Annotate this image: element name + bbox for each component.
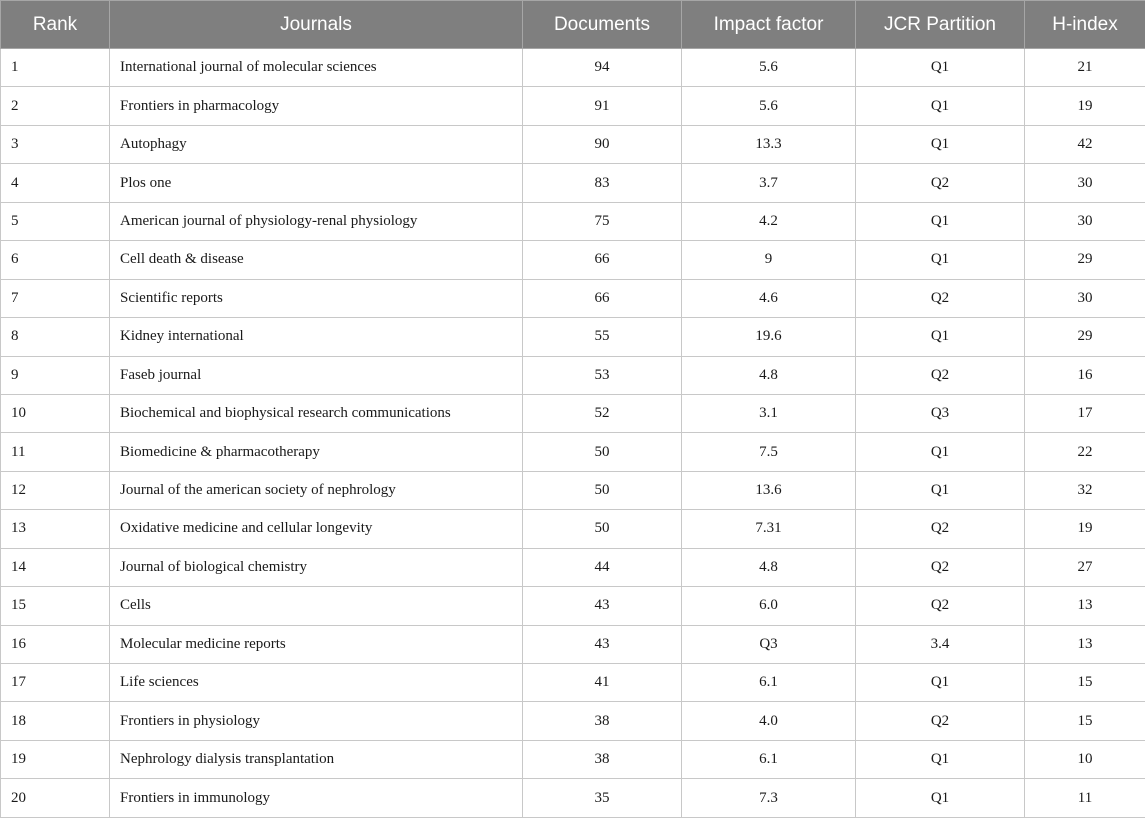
header-journals: Journals (110, 1, 523, 49)
table-row (1, 394, 1145, 432)
journal-cell: Cell death & disease (110, 241, 523, 279)
h-index-cell: 22 (1025, 433, 1145, 471)
journal-cell: Biomedicine & pharmacotherapy (110, 433, 523, 471)
h-index-cell: 29 (1025, 241, 1145, 279)
journal-cell: Cells (110, 587, 523, 625)
documents-cell: 38 (523, 740, 682, 778)
table-row (1, 318, 1145, 356)
table-row (1, 87, 1145, 125)
jcr-partition-cell: Q1 (856, 664, 1025, 702)
documents-cell: 75 (523, 202, 682, 240)
journal-cell: American journal of physiology-renal physiology (110, 202, 523, 240)
journal-cell: Frontiers in pharmacology (110, 87, 523, 125)
jcr-partition-cell: Q2 (856, 356, 1025, 394)
table-row (1, 702, 1145, 740)
impact-factor-cell: Q3 (682, 625, 856, 663)
impact-factor-cell: 3.1 (682, 394, 856, 432)
documents-cell: 52 (523, 394, 682, 432)
h-index-cell: 19 (1025, 87, 1145, 125)
jcr-partition-cell: Q2 (856, 279, 1025, 317)
rank-cell: 1 (1, 49, 110, 87)
documents-cell: 94 (523, 49, 682, 87)
jcr-partition-cell: Q1 (856, 740, 1025, 778)
impact-factor-cell: 4.8 (682, 356, 856, 394)
rank-cell: 4 (1, 164, 110, 202)
journal-cell: International journal of molecular sciences (110, 49, 523, 87)
documents-cell: 44 (523, 548, 682, 586)
documents-cell: 43 (523, 587, 682, 625)
jcr-partition-cell: 3.4 (856, 625, 1025, 663)
impact-factor-cell: 5.6 (682, 87, 856, 125)
h-index-cell: 30 (1025, 202, 1145, 240)
rank-cell: 12 (1, 471, 110, 509)
table-row (1, 125, 1145, 163)
table-header (1, 1, 1145, 49)
table-row (1, 510, 1145, 548)
h-index-cell: 30 (1025, 279, 1145, 317)
h-index-cell: 13 (1025, 625, 1145, 663)
header-documents: Documents (523, 1, 682, 49)
journal-cell: Scientific reports (110, 279, 523, 317)
jcr-partition-cell: Q2 (856, 548, 1025, 586)
h-index-cell: 11 (1025, 779, 1145, 817)
impact-factor-cell: 6.0 (682, 587, 856, 625)
jcr-partition-cell: Q1 (856, 241, 1025, 279)
table-row (1, 279, 1145, 317)
journal-cell: Frontiers in immunology (110, 779, 523, 817)
rank-cell: 19 (1, 740, 110, 778)
h-index-cell: 27 (1025, 548, 1145, 586)
rank-cell: 11 (1, 433, 110, 471)
jcr-partition-cell: Q2 (856, 164, 1025, 202)
impact-factor-cell: 4.8 (682, 548, 856, 586)
jcr-partition-cell: Q1 (856, 318, 1025, 356)
documents-cell: 35 (523, 779, 682, 817)
rank-cell: 7 (1, 279, 110, 317)
rank-cell: 15 (1, 587, 110, 625)
table-row (1, 625, 1145, 663)
h-index-cell: 15 (1025, 702, 1145, 740)
jcr-partition-cell: Q1 (856, 471, 1025, 509)
table-row (1, 433, 1145, 471)
impact-factor-cell: 4.2 (682, 202, 856, 240)
documents-cell: 50 (523, 471, 682, 509)
journal-cell: Molecular medicine reports (110, 625, 523, 663)
journal-cell: Biochemical and biophysical research communications (110, 394, 523, 432)
impact-factor-cell: 3.7 (682, 164, 856, 202)
table-row (1, 164, 1145, 202)
documents-cell: 38 (523, 702, 682, 740)
documents-cell: 91 (523, 87, 682, 125)
h-index-cell: 19 (1025, 510, 1145, 548)
rank-cell: 8 (1, 318, 110, 356)
journal-cell: Oxidative medicine and cellular longevity (110, 510, 523, 548)
table-row (1, 241, 1145, 279)
documents-cell: 66 (523, 279, 682, 317)
journal-cell: Faseb journal (110, 356, 523, 394)
impact-factor-cell: 13.3 (682, 125, 856, 163)
rank-cell: 13 (1, 510, 110, 548)
header-jcr-partition: JCR Partition (856, 1, 1025, 49)
documents-cell: 43 (523, 625, 682, 663)
h-index-cell: 42 (1025, 125, 1145, 163)
documents-cell: 50 (523, 433, 682, 471)
rank-cell: 9 (1, 356, 110, 394)
h-index-cell: 16 (1025, 356, 1145, 394)
jcr-partition-cell: Q1 (856, 49, 1025, 87)
impact-factor-cell: 4.0 (682, 702, 856, 740)
impact-factor-cell: 5.6 (682, 49, 856, 87)
journal-cell: Frontiers in physiology (110, 702, 523, 740)
rank-cell: 20 (1, 779, 110, 817)
journal-cell: Journal of biological chemistry (110, 548, 523, 586)
table-row (1, 471, 1145, 509)
jcr-partition-cell: Q3 (856, 394, 1025, 432)
jcr-partition-cell: Q1 (856, 779, 1025, 817)
documents-cell: 41 (523, 664, 682, 702)
documents-cell: 50 (523, 510, 682, 548)
rank-cell: 3 (1, 125, 110, 163)
h-index-cell: 10 (1025, 740, 1145, 778)
documents-cell: 83 (523, 164, 682, 202)
table-row (1, 587, 1145, 625)
jcr-partition-cell: Q2 (856, 510, 1025, 548)
table-row (1, 548, 1145, 586)
h-index-cell: 15 (1025, 664, 1145, 702)
h-index-cell: 13 (1025, 587, 1145, 625)
header-rank: Rank (1, 1, 110, 49)
rank-cell: 6 (1, 241, 110, 279)
impact-factor-cell: 7.3 (682, 779, 856, 817)
table-row (1, 740, 1145, 778)
header-impact-factor: Impact factor (682, 1, 856, 49)
journal-cell: Journal of the american society of nephrology (110, 471, 523, 509)
jcr-partition-cell: Q2 (856, 587, 1025, 625)
rank-cell: 18 (1, 702, 110, 740)
table-row (1, 202, 1145, 240)
rank-cell: 10 (1, 394, 110, 432)
journal-cell: Kidney international (110, 318, 523, 356)
table-body (1, 49, 1145, 818)
impact-factor-cell: 7.31 (682, 510, 856, 548)
jcr-partition-cell: Q2 (856, 702, 1025, 740)
documents-cell: 53 (523, 356, 682, 394)
h-index-cell: 17 (1025, 394, 1145, 432)
journal-cell: Life sciences (110, 664, 523, 702)
jcr-partition-cell: Q1 (856, 125, 1025, 163)
journal-cell: Autophagy (110, 125, 523, 163)
impact-factor-cell: 4.6 (682, 279, 856, 317)
documents-cell: 90 (523, 125, 682, 163)
impact-factor-cell: 6.1 (682, 740, 856, 778)
rank-cell: 2 (1, 87, 110, 125)
impact-factor-cell: 19.6 (682, 318, 856, 356)
impact-factor-cell: 6.1 (682, 664, 856, 702)
documents-cell: 66 (523, 241, 682, 279)
table-row (1, 356, 1145, 394)
table-row (1, 664, 1145, 702)
documents-cell: 55 (523, 318, 682, 356)
journal-cell: Nephrology dialysis transplantation (110, 740, 523, 778)
jcr-partition-cell: Q1 (856, 202, 1025, 240)
table-row (1, 49, 1145, 87)
rank-cell: 14 (1, 548, 110, 586)
jcr-partition-cell: Q1 (856, 433, 1025, 471)
header-h-index: H-index (1025, 1, 1145, 49)
rank-cell: 17 (1, 664, 110, 702)
impact-factor-cell: 7.5 (682, 433, 856, 471)
table-row (1, 779, 1145, 817)
rank-cell: 5 (1, 202, 110, 240)
h-index-cell: 32 (1025, 471, 1145, 509)
impact-factor-cell: 9 (682, 241, 856, 279)
h-index-cell: 29 (1025, 318, 1145, 356)
header-row (1, 1, 1145, 49)
impact-factor-cell: 13.6 (682, 471, 856, 509)
rank-cell: 16 (1, 625, 110, 663)
h-index-cell: 30 (1025, 164, 1145, 202)
jcr-partition-cell: Q1 (856, 87, 1025, 125)
h-index-cell: 21 (1025, 49, 1145, 87)
journal-cell: Plos one (110, 164, 523, 202)
